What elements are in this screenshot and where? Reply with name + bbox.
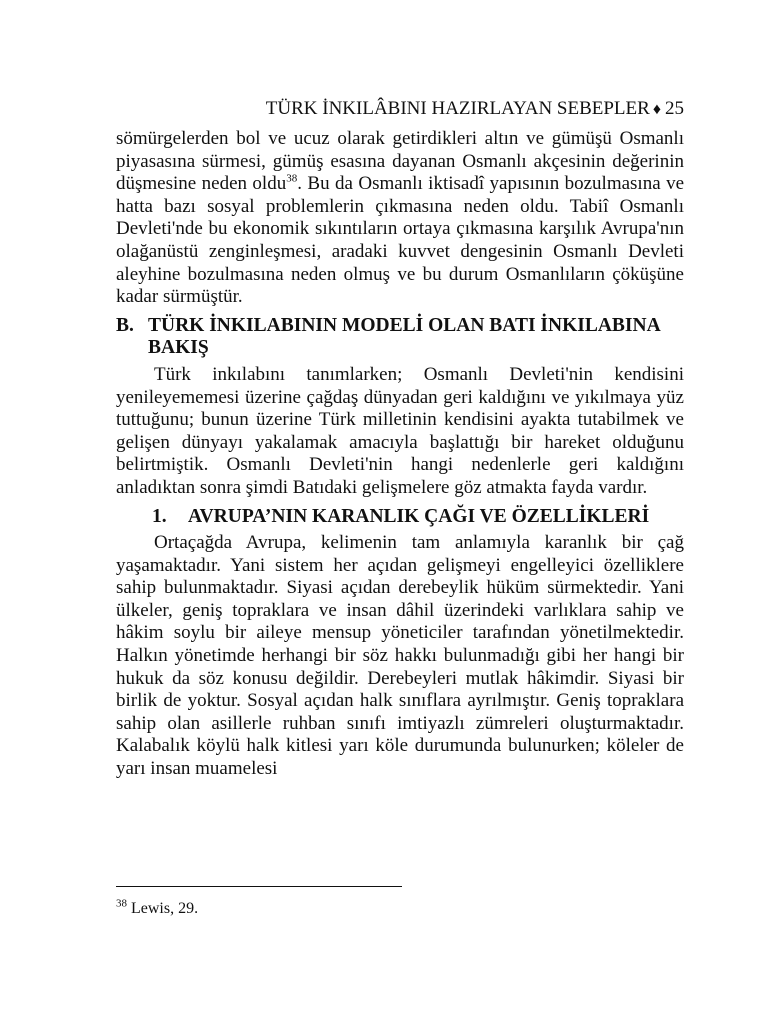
paragraph-1 — [116, 128, 684, 309]
paragraph-1-text-a: sömürgelerden bol ve ucuz olarak getirdikleri altın ve gümüşü Osmanlı piyasasına sürmesi, gümüş esasına dayanan Osmanlı akçesinin değerinin düşmesine neden oldu — [116, 128, 684, 195]
footnote-reference: 38 — [286, 172, 298, 185]
section-1-title: AVRUPA’NIN KARANLIK ÇAĞI VE ÖZELLİKLERİ — [188, 505, 650, 527]
running-head — [116, 98, 684, 121]
paragraph-3: Ortaçağda Avrupa, kelimenin tam anlamıyla karanlık bir çağ yaşamaktadır. Yani sistem her açıdan gelişmeyi engelleyici özelliklere sahip bulunmaktadır. Siyasi açıdan derebeylik hüküm sürmektedir. Yani ülkeler, geniş topraklara ve insan dâhil üzerindeki varlıklara sahip ve hâkim soylu bir aileye mensup yöneticiler tarafından yönetilmektedir. Halkın yönetimde herhangi bir söz hakkı bulunmadığı gibi her hangi bir hukuk da söz konusu değildir. Derebeyleri mutlak hâkimdir. Siyasi bir birlik de yoktur. Sosyal açıdan halk sınıflara ayrılmıştır. Geniş topraklara sahip olan asillerle ruhban sınıfı imtiyazlı zümreleri oluşturmaktadır. Kalabalık köylü halk kitlesi yarı köle durumunda bulunurken; köleler de yarı insan muamelesi — [116, 532, 684, 780]
footnote-number: 38 — [116, 897, 127, 910]
footnote-text: Lewis, 29. — [127, 900, 199, 917]
page-number: 25 — [665, 98, 684, 119]
page-body — [116, 128, 684, 781]
footnote — [116, 899, 198, 918]
footnote-divider — [116, 886, 402, 887]
running-title: TÜRK İNKILÂBINI HAZIRLAYAN SEBEPLER — [265, 98, 650, 119]
paragraph-1-text-b: . Bu da Osmanlı iktisadî yapısının bozulmasına ve hatta bazı sosyal problemlerin çıkmasına neden oldu. Tabiî Osmanlı Devleti'nde bu ekonomik sıkıntıların ortaya çıkmasına karşılık Avrupa'nın olağanüstü zenginleşmesi, aradaki kuvvet dengesinin Osmanlı Devleti aleyhine bozulmasına neden olmuş ve bu durum Osmanlıların çöküşüne kadar sürmüştür. — [116, 173, 685, 308]
section-1-heading — [116, 506, 684, 529]
section-b-title: TÜRK İNKILABININ MODELİ OLAN BATI İNKILABINA BAKIŞ — [148, 314, 660, 359]
paragraph-2: Türk inkılabını tanımlarken; Osmanlı Devleti'nin kendisini yenileyememesi üzerine çağdaş dünyadan geri kaldığını ve yıkılmaya yüz tuttuğunu; bunun üzerine Türk milletinin kendisini ayakta tutabilmek ve gelişen dünyayı yakalamak amacıyla başlattığı bir hareket olduğunu belirtmiştik. Osmanlı Devleti'nin hangi nedenlerle geri kaldığını anladıktan sonra şimdi Batıdaki gelişmelere göz atmakta fayda vardır. — [116, 363, 684, 498]
section-1-label: 1. — [152, 505, 167, 527]
diamond-separator-icon: ♦ — [652, 101, 661, 118]
section-b-heading — [116, 315, 684, 360]
section-b-label: B. — [116, 314, 134, 336]
